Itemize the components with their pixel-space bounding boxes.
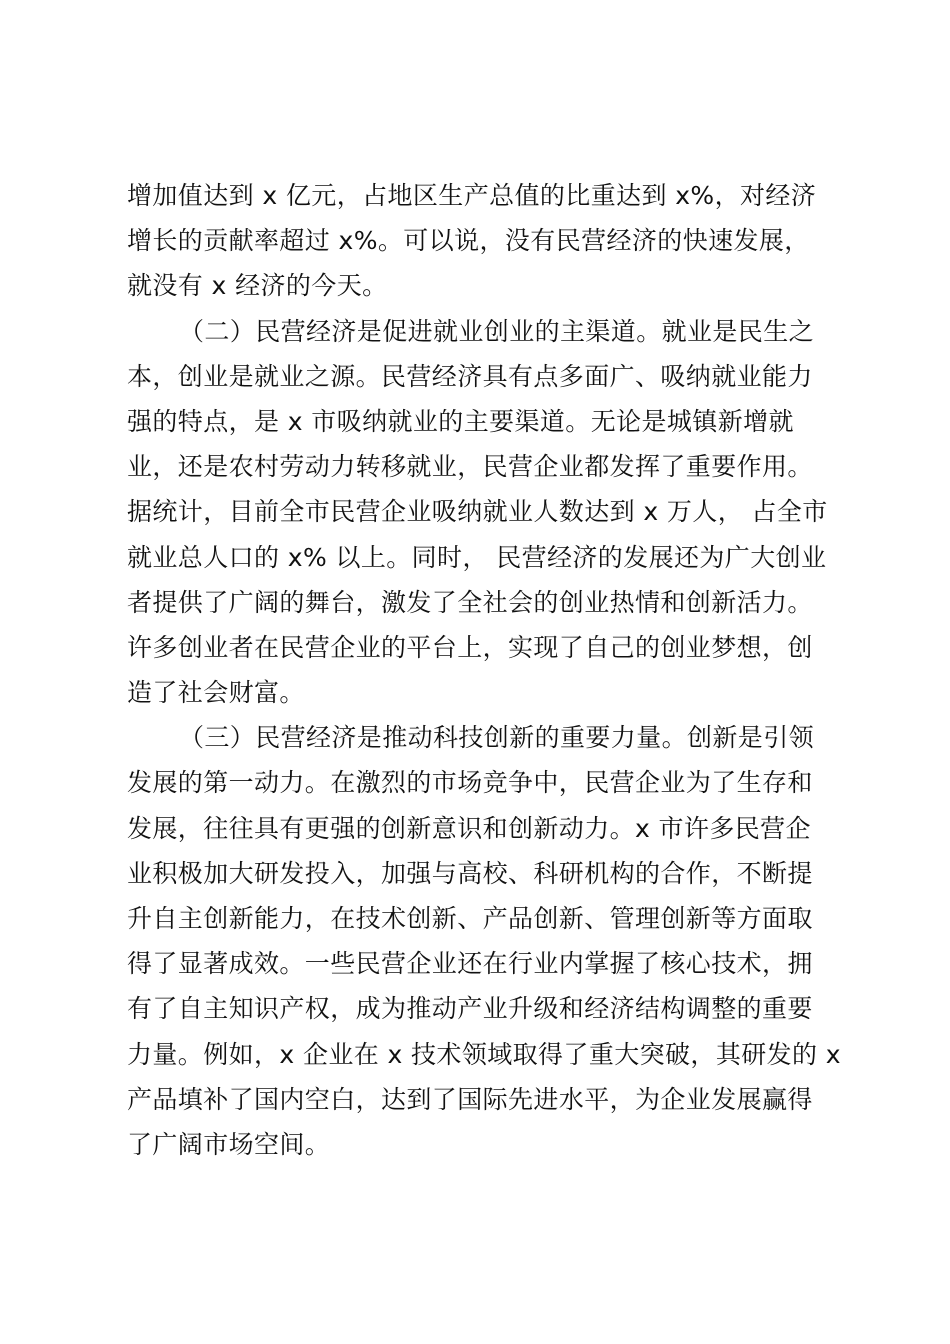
text-line: 发展的第一动力。在激烈的市场竞争中，民营企业为了生存和 xyxy=(127,768,813,798)
text-line: 造了社会财富。 xyxy=(127,678,305,708)
text-line: 强的特点，是 x 市吸纳就业的主要渠道。无论是城镇新增就 xyxy=(127,406,794,436)
section-heading-line: （二）民营经济是促进就业创业的主渠道。就业是民生之 xyxy=(179,316,815,346)
text-line: 增加值达到 x 亿元，占地区生产总值的比重达到 x%，对经济 xyxy=(127,181,817,210)
text-line: 本，创业是就业之源。民营经济具有点多面广、吸纳就业能力 xyxy=(127,361,813,391)
text-line: 业，还是农村劳动力转移就业，民营企业都发挥了重要作用。 xyxy=(127,452,813,482)
text-line: 业积极加大研发投入，加强与高校、科研机构的合作，不断提 xyxy=(127,858,813,888)
text-line: 产品填补了国内空白，达到了国际先进水平，为企业发展赢得 xyxy=(127,1084,813,1114)
text-line: 有了自主知识产权，成为推动产业升级和经济结构调整的重要 xyxy=(127,994,813,1024)
text-line: 升自主创新能力，在技术创新、产品创新、管理创新等方面取 xyxy=(127,904,813,933)
text-line: 就没有 x 经济的今天。 xyxy=(127,271,388,301)
text-line: 力量。例如，x 企业在 x 技术领域取得了重大突破，其研发的 x xyxy=(127,1039,841,1069)
text-line: 了广阔市场空间。 xyxy=(127,1129,331,1159)
text-line: 据统计，目前全市民营企业吸纳就业人数达到 x 万人， 占全市 xyxy=(127,497,828,527)
text-line: 者提供了广阔的舞台，激发了全社会的创业热情和创新活力。 xyxy=(127,587,813,617)
text-line: 增长的贡献率超过 x%。可以说，没有民营经济的快速发展， xyxy=(127,226,810,256)
text-line: 许多创业者在民营企业的平台上，实现了自己的创业梦想，创 xyxy=(127,632,813,662)
text-line: 就业总人口的 x% 以上。同时， 民营经济的发展还为广大创业 xyxy=(127,542,827,572)
section-heading-line: （三）民营经济是推动科技创新的重要力量。创新是引领 xyxy=(179,723,815,753)
text-line: 得了显著成效。一些民营企业还在行业内掌握了核心技术，拥 xyxy=(127,949,813,979)
text-line: 发展，往往具有更强的创新意识和创新动力。x 市许多民营企 xyxy=(127,813,811,843)
body-text xyxy=(127,173,841,1167)
